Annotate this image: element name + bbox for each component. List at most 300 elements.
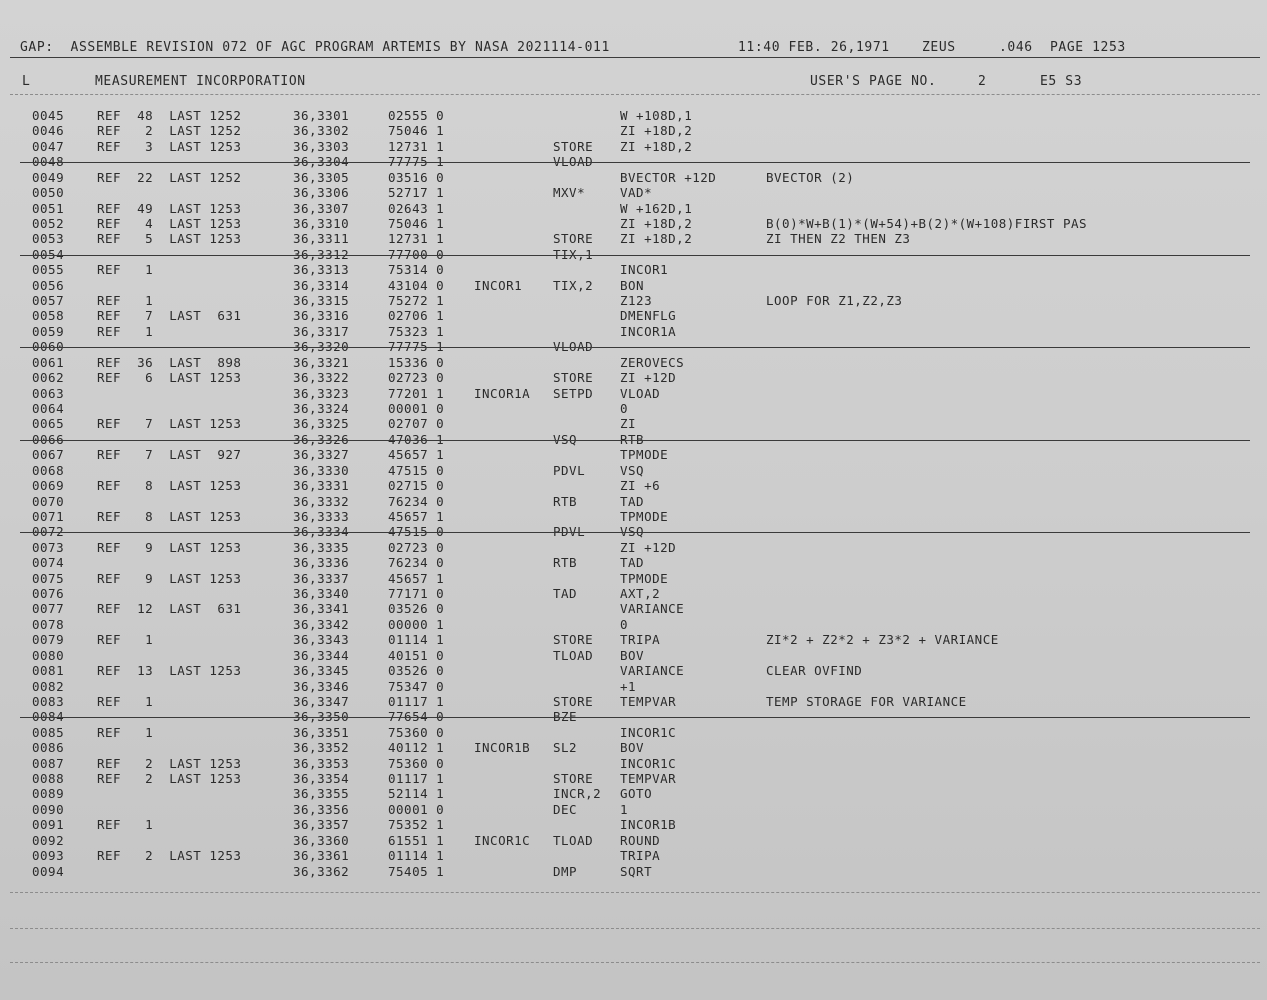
operand: ZI +18D,2 [620,123,693,139]
opcode: STORE [553,693,594,709]
octal-word: 52114 1 [388,786,445,802]
revision-code: .046 [999,40,1033,55]
octal-word: 01114 1 [388,632,445,648]
operand: VAD* [620,185,653,201]
opcode: TLOAD [553,647,594,663]
comment: CLEAR OVFIND [766,663,863,679]
listing-row [0,617,1267,632]
listing-row [0,463,1267,478]
line-number: 0063 [32,385,65,401]
octal-word: 03516 0 [388,169,445,185]
ref-info: REF 7 LAST 1253 [97,416,242,432]
opcode: TAD [553,586,578,602]
line-number: 0088 [32,771,65,787]
line-number: 0076 [32,586,65,602]
address: 36,3335 [293,539,350,555]
listing-row [0,154,1267,169]
line-number: 0047 [32,138,65,154]
address: 36,3326 [293,431,350,447]
address: 36,3330 [293,462,350,478]
opcode: TIX,1 [553,246,594,262]
listing-row [0,386,1267,401]
address: 36,3361 [293,848,350,864]
octal-word: 76234 0 [388,555,445,571]
listing-row [0,416,1267,431]
ref-info: REF 4 LAST 1253 [97,215,242,231]
address: 36,3325 [293,416,350,432]
listing-row [0,555,1267,570]
operand: +1 [620,678,637,694]
opcode: DEC [553,801,578,817]
operand: INCOR1B [620,817,677,833]
ref-info: REF 6 LAST 1253 [97,370,242,386]
address: 36,3327 [293,447,350,463]
address: 36,3353 [293,755,350,771]
ref-info: REF 9 LAST 1253 [97,539,242,555]
address: 36,3362 [293,863,350,879]
opcode: VLOAD [553,154,594,170]
operand: 0 [620,616,629,632]
listing-row [0,725,1267,740]
line-number: 0050 [32,185,65,201]
ref-info: REF 2 LAST 1253 [97,755,242,771]
line-number: 0067 [32,447,65,463]
operand: ZI +12D [620,539,677,555]
operand: INCOR1C [620,755,677,771]
line-number: 0069 [32,478,65,494]
listing-row [0,848,1267,863]
listing-row [0,864,1267,879]
octal-word: 01117 1 [388,771,445,787]
listing-row [0,324,1267,339]
line-number: 0077 [32,601,65,617]
opcode: VLOAD [553,339,594,355]
operand: ZI +6 [620,478,661,494]
operand: TAD [620,555,645,571]
octal-word: 77654 0 [388,709,445,725]
operand: TPMODE [620,570,669,586]
line-number: 0049 [32,169,65,185]
asm-label: INCOR1B [474,740,531,756]
listing-row [0,494,1267,509]
listing-row [0,355,1267,370]
operand: 1 [620,801,629,817]
asm-label: INCOR1A [474,385,531,401]
operand: INCOR1A [620,323,677,339]
operand: W +162D,1 [620,200,693,216]
page-number: PAGE 1253 [1050,40,1126,55]
address: 36,3340 [293,586,350,602]
listing-row [0,663,1267,678]
address: 36,3352 [293,740,350,756]
listing-row [0,201,1267,216]
paper-rule [10,962,1260,963]
ref-info: REF 36 LAST 898 [97,354,242,370]
listing-row [0,786,1267,801]
users-page-label: USER'S PAGE NO. [810,74,937,89]
operand: TPMODE [620,447,669,463]
line-number: 0093 [32,848,65,864]
opcode: TLOAD [553,832,594,848]
e5-s3-tag: E5 S3 [1040,74,1083,89]
address: 36,3336 [293,555,350,571]
octal-word: 00001 0 [388,801,445,817]
operand: VARIANCE [620,663,685,679]
listing-row [0,216,1267,231]
address: 36,3305 [293,169,350,185]
ref-info: REF 49 LAST 1253 [97,200,242,216]
octal-word: 40112 1 [388,740,445,756]
octal-word: 40151 0 [388,647,445,663]
operand: VLOAD [620,385,661,401]
comment: TEMP STORAGE FOR VARIANCE [766,693,967,709]
opcode: STORE [553,138,594,154]
address: 36,3333 [293,508,350,524]
line-number: 0089 [32,786,65,802]
address: 36,3314 [293,277,350,293]
comment: ZI THEN Z2 THEN Z3 [766,231,911,247]
octal-word: 77700 0 [388,246,445,262]
octal-word: 02723 0 [388,370,445,386]
listing-row [0,339,1267,354]
octal-word: 76234 0 [388,493,445,509]
operand: ROUND [620,832,661,848]
address: 36,3342 [293,616,350,632]
line-number: 0075 [32,570,65,586]
listing-row [0,833,1267,848]
paper-rule [10,928,1260,929]
octal-word: 02707 0 [388,416,445,432]
paper-rule [10,892,1260,893]
opcode: VSQ [553,431,578,447]
operand: DMENFLG [620,308,677,324]
address: 36,3331 [293,478,350,494]
operand: INCOR1C [620,724,677,740]
octal-word: 02723 0 [388,539,445,555]
octal-word: 45657 1 [388,508,445,524]
line-number: 0083 [32,693,65,709]
address: 36,3345 [293,663,350,679]
assembly-title: GAP: ASSEMBLE REVISION 072 OF AGC PROGRAM ARTEMIS BY NASA 2021114-011 [20,40,610,55]
line-number: 0060 [32,339,65,355]
listing-row [0,370,1267,385]
line-number: 0080 [32,647,65,663]
ref-info: REF 2 LAST 1252 [97,123,242,139]
octal-word: 03526 0 [388,601,445,617]
asm-label: INCOR1C [474,832,531,848]
operand: VARIANCE [620,601,685,617]
octal-word: 77171 0 [388,586,445,602]
address: 36,3310 [293,215,350,231]
address: 36,3337 [293,570,350,586]
address: 36,3347 [293,693,350,709]
listing-row [0,432,1267,447]
octal-word: 45657 1 [388,447,445,463]
listing-row [0,709,1267,724]
listing-row [0,571,1267,586]
users-page-number: 2 [978,74,987,89]
ref-info: REF 1 [97,724,154,740]
octal-word: 43104 0 [388,277,445,293]
listing-row [0,756,1267,771]
operand: VSQ [620,524,645,540]
ref-info: REF 8 LAST 1253 [97,478,242,494]
address: 36,3356 [293,801,350,817]
line-number: 0061 [32,354,65,370]
listing-row [0,648,1267,663]
operand: INCOR1 [620,262,669,278]
address: 36,3313 [293,262,350,278]
operand: VSQ [620,462,645,478]
operand: TRIPA [620,632,661,648]
ref-info: REF 2 LAST 1253 [97,848,242,864]
opcode: INCR,2 [553,786,602,802]
octal-word: 75314 0 [388,262,445,278]
address: 36,3343 [293,632,350,648]
address: 36,3316 [293,308,350,324]
ref-info: REF 48 LAST 1252 [97,108,242,123]
octal-word: 02715 0 [388,478,445,494]
line-number: 0053 [32,231,65,247]
address: 36,3324 [293,400,350,416]
listing-row [0,586,1267,601]
listing-row [0,231,1267,246]
line-number: 0054 [32,246,65,262]
operand: BOV [620,647,645,663]
ref-info: REF 8 LAST 1253 [97,508,242,524]
opcode: STORE [553,771,594,787]
address: 36,3350 [293,709,350,725]
line-number: 0048 [32,154,65,170]
line-number: 0082 [32,678,65,694]
listing-row [0,308,1267,323]
operand: BVECTOR +12D [620,169,717,185]
address: 36,3320 [293,339,350,355]
line-number: 0065 [32,416,65,432]
operand: AXT,2 [620,586,661,602]
address: 36,3354 [293,771,350,787]
address: 36,3323 [293,385,350,401]
line-number: 0066 [32,431,65,447]
line-number: 0070 [32,493,65,509]
ref-info: REF 9 LAST 1253 [97,570,242,586]
opcode: SETPD [553,385,594,401]
listing-row [0,601,1267,616]
ref-info: REF 7 LAST 927 [97,447,242,463]
operand: ZI [620,416,637,432]
operand: TEMPVAR [620,771,677,787]
print-timestamp: 11:40 FEB. 26,1971 [738,40,890,55]
address: 36,3332 [293,493,350,509]
operand: RTB [620,431,645,447]
operand: ZI +18D,2 [620,231,693,247]
listing-row [0,262,1267,277]
line-number: 0072 [32,524,65,540]
octal-word: 75046 1 [388,215,445,231]
octal-word: 77775 1 [388,154,445,170]
listing-row [0,740,1267,755]
address: 36,3355 [293,786,350,802]
ref-info: REF 2 LAST 1253 [97,771,242,787]
ref-info: REF 13 LAST 1253 [97,663,242,679]
operand: ZEROVECS [620,354,685,370]
line-number: 0086 [32,740,65,756]
operand: TEMPVAR [620,693,677,709]
address: 36,3321 [293,354,350,370]
comment: B(0)*W+B(1)*(W+54)+B(2)*(W+108)FIRST PAS [766,215,1088,231]
address: 36,3341 [293,601,350,617]
list-marker: L [22,74,31,89]
ref-info: REF 1 [97,693,154,709]
line-number: 0079 [32,632,65,648]
ref-info: REF 1 [97,632,154,648]
listing-row [0,694,1267,709]
line-number: 0085 [32,724,65,740]
listing-row [0,540,1267,555]
opcode: STORE [553,370,594,386]
opcode: PDVL [553,524,586,540]
user-name: ZEUS [922,40,956,55]
octal-word: 75046 1 [388,123,445,139]
opcode: STORE [553,231,594,247]
opcode: DMP [553,863,578,879]
ref-info: REF 12 LAST 631 [97,601,242,617]
listing-row [0,185,1267,200]
ref-info: REF 5 LAST 1253 [97,231,242,247]
line-number: 0074 [32,555,65,571]
octal-word: 75323 1 [388,323,445,339]
address: 36,3311 [293,231,350,247]
address: 36,3302 [293,123,350,139]
line-number: 0087 [32,755,65,771]
address: 36,3334 [293,524,350,540]
ref-info: REF 22 LAST 1252 [97,169,242,185]
address: 36,3360 [293,832,350,848]
operand: SQRT [620,863,653,879]
line-number: 0078 [32,616,65,632]
octal-word: 03526 0 [388,663,445,679]
opcode: MXV* [553,185,586,201]
operand: BOV [620,740,645,756]
operand: W +108D,1 [620,108,693,123]
operand: GOTO [620,786,653,802]
address: 36,3317 [293,323,350,339]
octal-word: 12731 1 [388,138,445,154]
ref-info: REF 1 [97,262,154,278]
operand: TAD [620,493,645,509]
asm-label: INCOR1 [474,277,523,293]
line-number: 0052 [32,215,65,231]
operand: Z123 [620,293,653,309]
listing-row [0,817,1267,832]
address: 36,3312 [293,246,350,262]
line-number: 0068 [32,462,65,478]
comment: BVECTOR (2) [766,169,855,185]
octal-word: 75405 1 [388,863,445,879]
operand: ZI +18D,2 [620,215,693,231]
comment: ZI*2 + Z2*2 + Z3*2 + VARIANCE [766,632,999,648]
listing-row [0,802,1267,817]
address: 36,3344 [293,647,350,663]
address: 36,3307 [293,200,350,216]
address: 36,3301 [293,108,350,123]
octal-word: 00001 0 [388,400,445,416]
line-number: 0062 [32,370,65,386]
listing-row [0,247,1267,262]
line-number: 0045 [32,108,65,123]
address: 36,3357 [293,817,350,833]
comment: LOOP FOR Z1,Z2,Z3 [766,293,903,309]
line-number: 0081 [32,663,65,679]
ref-info: REF 1 [97,817,154,833]
operand: ZI +12D [620,370,677,386]
line-number: 0055 [32,262,65,278]
opcode: RTB [553,493,578,509]
line-number: 0073 [32,539,65,555]
octal-word: 75352 1 [388,817,445,833]
octal-word: 75360 0 [388,724,445,740]
octal-word: 01114 1 [388,848,445,864]
line-number: 0046 [32,123,65,139]
listing-row [0,123,1267,138]
ref-info: REF 3 LAST 1253 [97,138,242,154]
listing-row [0,509,1267,524]
opcode: TIX,2 [553,277,594,293]
line-number: 0090 [32,801,65,817]
ref-info: REF 1 [97,293,154,309]
octal-word: 52717 1 [388,185,445,201]
operand: 0 [620,400,629,416]
octal-word: 02706 1 [388,308,445,324]
opcode: BZE [553,709,578,725]
listing-row [0,170,1267,185]
listing-row [0,447,1267,462]
line-number: 0092 [32,832,65,848]
opcode: SL2 [553,740,578,756]
octal-word: 45657 1 [388,570,445,586]
address: 36,3322 [293,370,350,386]
operand: ZI +18D,2 [620,138,693,154]
listing-row [0,478,1267,493]
header-rule [10,57,1260,58]
address: 36,3306 [293,185,350,201]
ref-info: REF 1 [97,323,154,339]
octal-word: 77201 1 [388,385,445,401]
opcode: STORE [553,632,594,648]
octal-word: 77775 1 [388,339,445,355]
header-rule [10,94,1260,95]
listing-row [0,524,1267,539]
line-number: 0059 [32,323,65,339]
operand: BON [620,277,645,293]
listing-row [0,401,1267,416]
octal-word: 01117 1 [388,693,445,709]
listing-row [0,108,1267,123]
octal-word: 15336 0 [388,354,445,370]
octal-word: 47036 1 [388,431,445,447]
line-number: 0057 [32,293,65,309]
ref-info: REF 7 LAST 631 [97,308,242,324]
octal-word: 47515 0 [388,462,445,478]
listing-row [0,278,1267,293]
octal-word: 00000 1 [388,616,445,632]
line-number: 0064 [32,400,65,416]
address: 36,3351 [293,724,350,740]
listing-row [0,679,1267,694]
line-number: 0091 [32,817,65,833]
listing-row [0,139,1267,154]
octal-word: 02555 0 [388,108,445,123]
